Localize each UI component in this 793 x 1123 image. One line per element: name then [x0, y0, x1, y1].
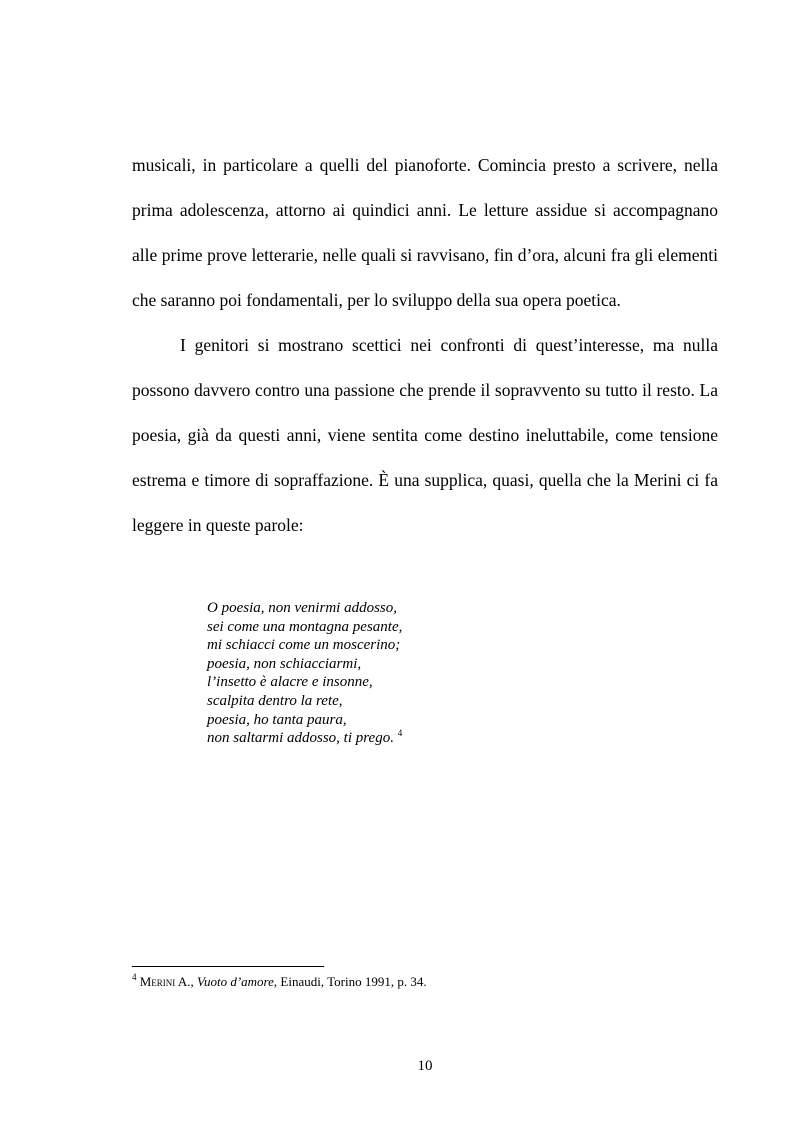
poem-line: mi schiacci come un moscerino;	[207, 637, 401, 654]
footnote: $^4$ Merini A., Vuoto d’amore, Einaudi, Torino 1991, p. 34.	[132, 972, 427, 989]
paragraph-2: I genitori si mostrano scettici nei confronti di quest’interesse, ma nulla possono davvero contro una passione che prende il sopravvento su tutto il resto. La poesia, già da questi anni, viene sentita come destino ineluttabile, come tensione estrema e timore di sopraffazione. È una supplica, quasi, quella che la Merini ci fa leggere in queste parole:	[132, 335, 718, 535]
poem-quotation	[207, 599, 627, 748]
footnote-details: , Einaudi, Torino 1991, p. 34.	[273, 974, 427, 989]
footnote-reference[interactable]: 4	[397, 728, 403, 739]
poem-line-text: non saltarmi addosso, ti prego.	[207, 730, 394, 747]
footnote-separator	[132, 966, 324, 967]
footnote-title: Vuoto d’amore	[196, 974, 274, 989]
body-text	[132, 143, 718, 548]
poem-line: O poesia, non venirmi addosso,	[207, 600, 397, 616]
poem-line: poesia, ho tanta paura,	[207, 711, 347, 728]
footnote-author: Merini A.	[139, 974, 191, 989]
poem-line: scalpita dentro la rete,	[207, 692, 343, 709]
page-number: 10	[417, 1058, 433, 1074]
poem-line-last	[207, 729, 627, 748]
poem-line: poesia, non schiacciarmi,	[207, 655, 362, 672]
footnote-marker: 4	[132, 972, 137, 982]
poem-line: l’insetto è alacre e insonne,	[207, 674, 373, 691]
poem-line: sei come una montagna pesante,	[207, 618, 403, 635]
paragraph-1: musicali, in particolare a quelli del pianoforte. Comincia presto a scrivere, nella prima adolescenza, attorno ai quindici anni. Le letture assidue si accompagnano alle prime prove letterarie, nelle quali si ravvisano, fin d’ora, alcuni fra gli elementi che saranno poi fondamentali, per lo sviluppo della sua opera poetica.	[132, 155, 718, 310]
